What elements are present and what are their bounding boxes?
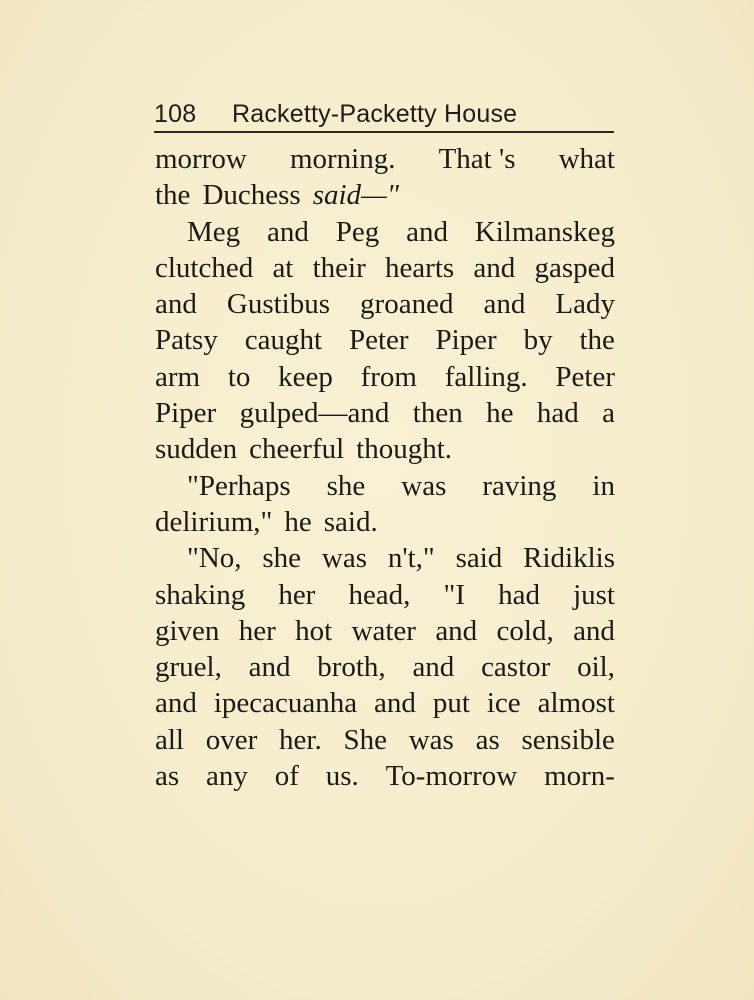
word: he (284, 505, 312, 538)
word: gulped—and (239, 397, 390, 430)
text-line (155, 540, 615, 576)
word: hearts (384, 251, 455, 284)
word: gasped (534, 251, 615, 284)
word: a (602, 397, 615, 430)
text-line (155, 649, 615, 685)
word: had (536, 397, 579, 430)
word: her. (279, 723, 322, 756)
word: "Perhaps (187, 469, 291, 502)
word: and (435, 614, 478, 647)
word: oil, (577, 651, 615, 684)
text-line (155, 504, 615, 540)
word: sensible (521, 723, 615, 756)
word: all (155, 723, 184, 756)
word: That 's (438, 143, 516, 175)
word: was (408, 723, 454, 756)
word: gruel, (155, 651, 222, 684)
word: and (573, 614, 615, 647)
text-line (155, 685, 615, 721)
text-line (155, 214, 615, 250)
word: as (475, 723, 500, 756)
text-line (155, 613, 615, 649)
text-line (155, 722, 615, 758)
word: keep (278, 360, 333, 393)
text-line (155, 577, 615, 613)
word: her (278, 578, 316, 611)
running-head (154, 100, 614, 132)
word: delirium," (155, 505, 273, 538)
word: To-morrow (385, 760, 518, 793)
word: at (272, 251, 294, 284)
word: arm (155, 360, 201, 393)
word: as (155, 760, 180, 793)
word: and (155, 288, 197, 321)
word: by (523, 324, 553, 357)
word: and (483, 288, 526, 321)
word: Lady (555, 288, 615, 321)
word: then (412, 397, 463, 430)
word: over (205, 723, 258, 756)
word: was (321, 542, 367, 575)
text-line (155, 286, 615, 322)
word: and (155, 687, 197, 720)
word: ice (486, 687, 521, 720)
page-number: 108 (154, 100, 197, 128)
text-line (155, 359, 615, 395)
word: of (274, 760, 299, 793)
word: Duchess (202, 179, 301, 212)
word: given (155, 614, 220, 647)
word: raving (482, 469, 557, 502)
word: us. (325, 760, 359, 793)
word: Ridiklis (523, 542, 615, 575)
word: and (374, 687, 416, 720)
word: to (227, 360, 251, 393)
word: Kilmanskeg (474, 215, 615, 248)
word: and (473, 251, 516, 284)
text-line (155, 758, 615, 794)
text-line (155, 141, 615, 177)
word: morning. (289, 143, 396, 175)
word: just (573, 578, 615, 611)
word: Piper (155, 397, 217, 430)
word: falling. (444, 360, 528, 393)
word: cheerful (249, 433, 345, 466)
word: shaking (155, 578, 246, 611)
word: in (592, 469, 615, 502)
word: he (486, 397, 514, 430)
word: the (155, 179, 191, 212)
word: Meg (187, 215, 241, 248)
word: said (455, 542, 503, 575)
word: was (401, 469, 447, 502)
word: "No, (187, 542, 242, 575)
text-line (155, 322, 615, 358)
word: had (498, 578, 540, 611)
word: the (579, 324, 615, 357)
word: thought. (356, 433, 453, 466)
word: she (262, 542, 302, 575)
word: and (406, 215, 448, 248)
word: hot (295, 614, 333, 647)
word: she (326, 469, 366, 502)
word: ipecacuanha (213, 687, 358, 720)
word: and (267, 215, 309, 248)
word: groaned (360, 288, 454, 321)
word: and (248, 651, 291, 684)
text-line (155, 431, 615, 467)
word: put (432, 687, 470, 720)
word: what (558, 143, 615, 175)
word: their (312, 251, 366, 284)
text-line (155, 177, 615, 213)
word: water (351, 614, 416, 647)
word: said. (323, 505, 378, 538)
word: caught (244, 324, 323, 357)
running-title: Racketty-Packetty House (232, 100, 518, 128)
word: Peter (555, 360, 615, 393)
word: morn- (544, 760, 615, 793)
word: said—" (312, 179, 400, 212)
header-rule (154, 131, 614, 133)
word: her (238, 614, 276, 647)
body-text (155, 141, 615, 794)
text-line (155, 395, 615, 431)
word: n't," (387, 542, 435, 575)
word: sudden (155, 433, 238, 466)
word: broth, (317, 651, 386, 684)
word: head, (348, 578, 411, 611)
word: She (343, 723, 387, 756)
word: Patsy (155, 324, 218, 357)
word: cold, (496, 614, 554, 647)
word: almost (537, 687, 615, 720)
word: Piper (435, 324, 497, 357)
word: castor (481, 651, 551, 684)
word: any (206, 760, 248, 793)
word: Gustibus (226, 288, 331, 321)
text-line (155, 468, 615, 504)
word: from (360, 360, 417, 393)
word: clutched (155, 251, 254, 284)
word: morrow (155, 143, 247, 175)
text-line (155, 250, 615, 286)
word: and (412, 651, 455, 684)
word: Peter (348, 324, 409, 357)
word: Peg (335, 215, 380, 248)
word: "I (443, 578, 466, 611)
